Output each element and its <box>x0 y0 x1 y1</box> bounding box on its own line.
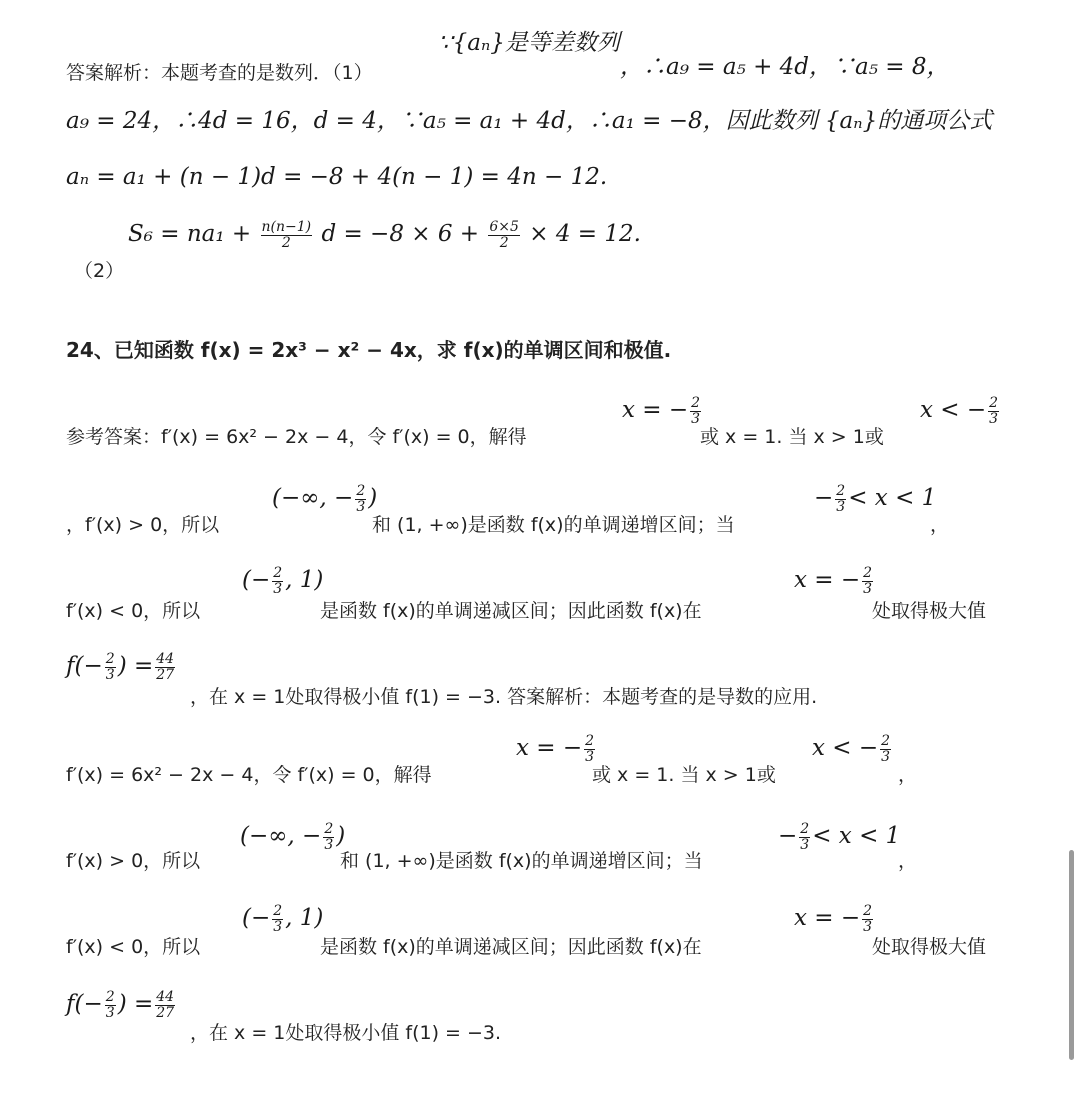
max-value-label: 处取得极大值 <box>872 600 987 622</box>
condition-repeat: x < − $\frac{2}{3}$ <box>812 733 891 765</box>
condition-between: − $\frac{2}{3}$ < x < 1 <box>814 483 937 515</box>
max-value-label-repeat: 处取得极大值 <box>872 936 987 958</box>
min-value-and-analysis: ，在 x = 1处取得极小值 f(1) = −3. 答案解析：本题考查的是导数的应用. <box>190 686 818 708</box>
general-term-formula: aₙ = a₁ + (n − 1)d = −8 + 4(n − 1) = 4n − 12. <box>66 164 608 190</box>
comma: ， <box>898 850 918 872</box>
max-point-repeat: x = − $\frac{2}{3}$ <box>794 903 873 935</box>
max-point: x = − $\frac{2}{3}$ <box>794 565 873 597</box>
min-value-repeat: ，在 x = 1处取得极小值 f(1) = −3. <box>190 1022 502 1044</box>
condition-x-less-neg-two-thirds: x < − $\frac{2}{3}$ <box>920 395 999 427</box>
decreasing-interval-repeat: 是函数 f(x)的单调递减区间；因此函数 f(x)在 <box>320 936 702 958</box>
scrollbar[interactable] <box>1069 850 1074 1060</box>
critical-point-neg-two-thirds: x = − $\frac{2}{3}$ <box>622 395 701 427</box>
decreasing-condition: f′(x) < 0，所以 <box>66 600 201 622</box>
sum-s6-formula: S₆ = na₁ + $\frac{n(n-1)}{2}$ d = −8 × 6 + $\frac{6\times 5}{2}$ × 4 = 12. <box>128 219 641 251</box>
max-value-equation: f(− $\frac{2}{3}$ ) = $\frac{44}{27}$ <box>66 651 175 683</box>
critical-point-one-repeat: 或 x = 1. 当 x > 1或 <box>592 764 776 786</box>
critical-point-one: 或 x = 1. 当 x > 1或 <box>700 426 884 448</box>
answer-analysis-intro: 答案解析：本题考查的是数列．（1） <box>66 62 373 84</box>
interval-neg-inf-neg-two-thirds: (−∞, − $\frac{2}{3}$ ) <box>272 483 378 515</box>
interval-repeat: (−∞, − $\frac{2}{3}$ ) <box>240 821 346 853</box>
comma: ， <box>898 764 918 786</box>
derivative-repeat: f′(x) = 6x² − 2x − 4，令 f′(x) = 0，解得 <box>66 764 432 786</box>
increasing-interval-statement: 和 (1, +∞)是函数 f(x)的单调递增区间；当 <box>372 514 735 536</box>
comma: ， <box>930 514 950 536</box>
increasing-condition-repeat: f′(x) > 0，所以 <box>66 850 201 872</box>
equation-a9-a5: ，∴a₉ = a₅ + 4d，∵a₅ = 8， <box>620 54 950 80</box>
interval-neg-two-thirds-one: (− $\frac{2}{3}$ , 1) <box>242 565 324 597</box>
equation-solve-d-a1: a₉ = 24，∴4d = 16，d = 4，∵a₅ = a₁ + 4d，∴a₁ = −8，因此数列 {aₙ}的通项公式 <box>66 108 993 134</box>
decreasing-condition-repeat: f′(x) < 0，所以 <box>66 936 201 958</box>
part-2-label: （2） <box>74 260 125 282</box>
condition-between-repeat: − $\frac{2}{3}$ < x < 1 <box>778 821 901 853</box>
increasing-interval-repeat: 和 (1, +∞)是函数 f(x)的单调递增区间；当 <box>340 850 703 872</box>
interval-decreasing-repeat: (− $\frac{2}{3}$ , 1) <box>242 903 324 935</box>
arithmetic-sequence-premise: ∵{aₙ}是等差数列 <box>438 30 620 56</box>
decreasing-interval-statement: 是函数 f(x)的单调递减区间；因此函数 f(x)在 <box>320 600 702 622</box>
increasing-condition: ，f′(x) > 0，所以 <box>66 514 220 536</box>
question-24-title: 24、已知函数 f(x) = 2x³ − x² − 4x，求 f(x)的单调区间和极值. <box>66 338 672 362</box>
reference-answer-derivative: 参考答案：f′(x) = 6x² − 2x − 4，令 f′(x) = 0，解得 <box>66 426 527 448</box>
max-value-equation-repeat: f(− $\frac{2}{3}$ ) = $\frac{44}{27}$ <box>66 989 175 1021</box>
critical-point-repeat: x = − $\frac{2}{3}$ <box>516 733 595 765</box>
